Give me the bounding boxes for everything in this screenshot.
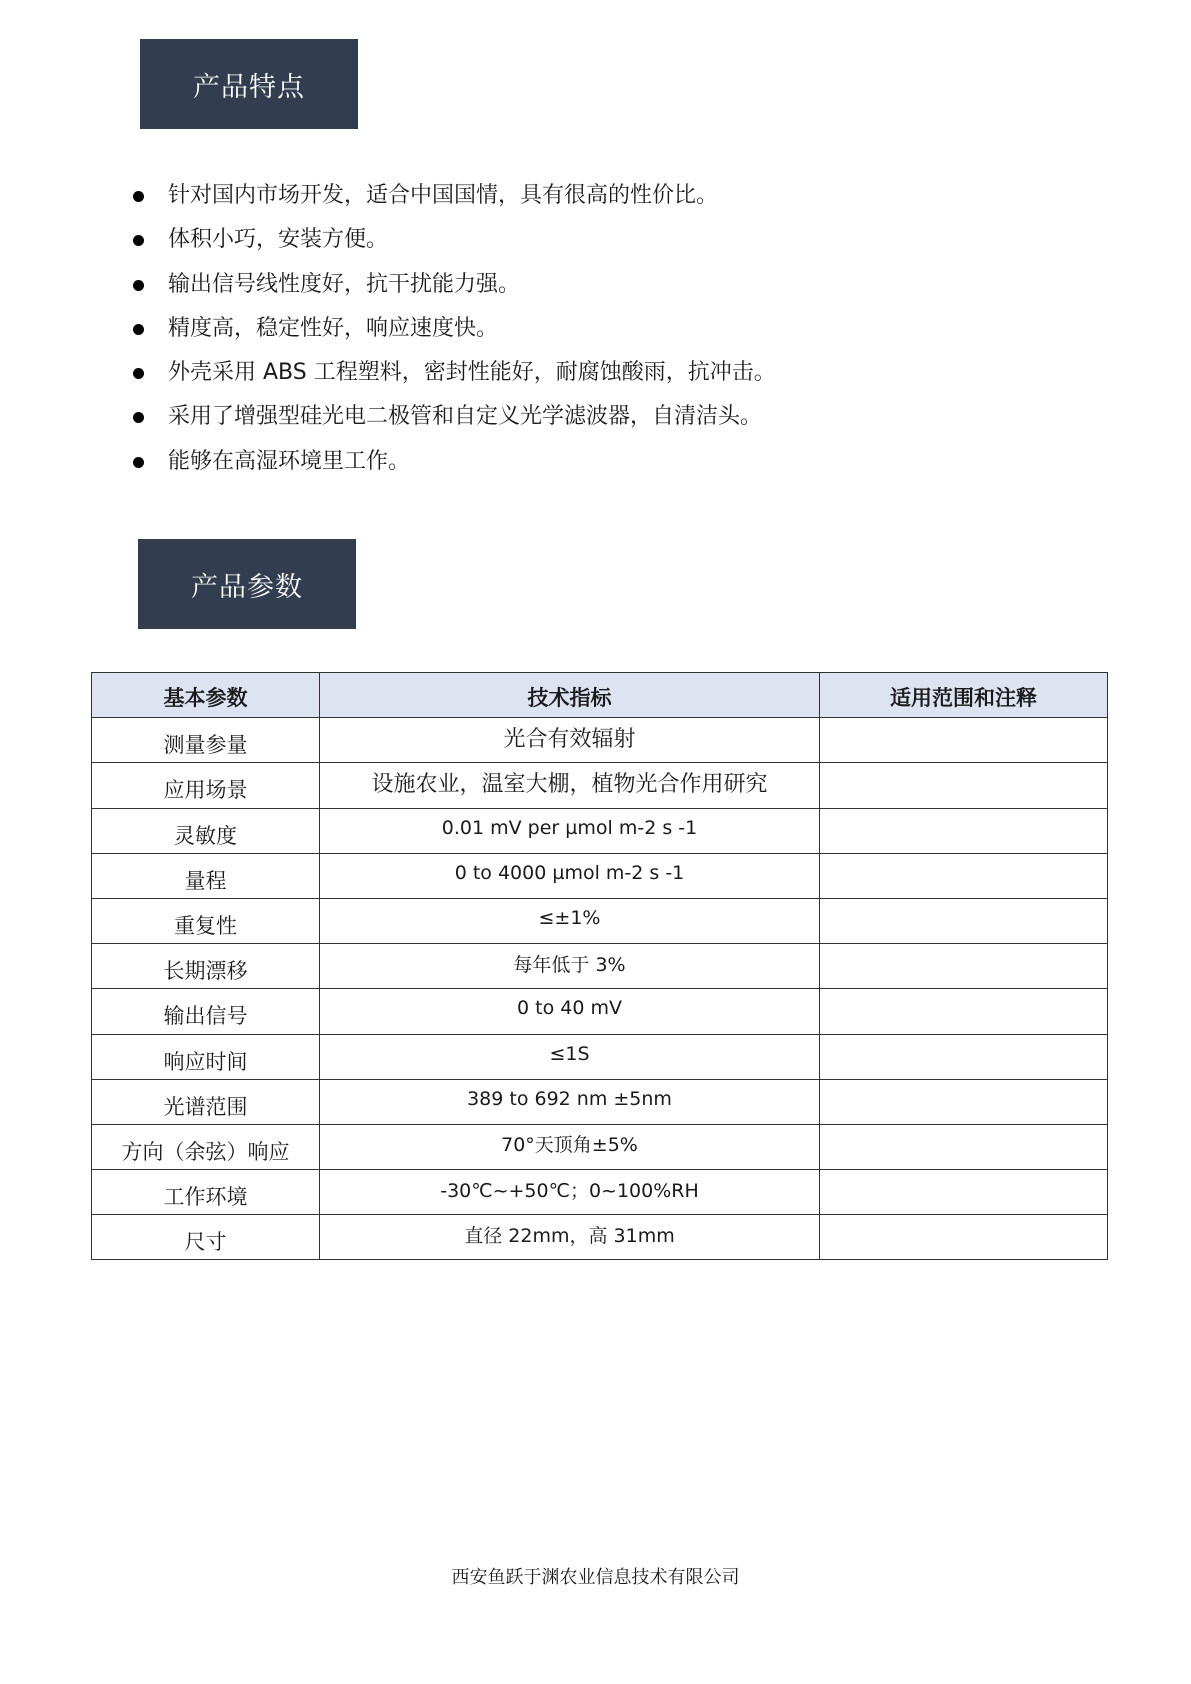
param-value: ≤1S xyxy=(320,1034,820,1079)
bullet-icon xyxy=(133,368,144,379)
param-name: 方向（余弦）响应 xyxy=(92,1124,320,1169)
feature-item xyxy=(130,395,776,439)
feature-item xyxy=(130,174,776,218)
table-row xyxy=(92,989,1108,1034)
param-name: 响应时间 xyxy=(92,1034,320,1079)
bullet-icon xyxy=(133,191,144,202)
header-scope-notes: 适用范围和注释 xyxy=(820,673,1108,718)
table-row xyxy=(92,898,1108,943)
param-value: 光合有效辐射 xyxy=(320,718,820,763)
table-row xyxy=(92,1170,1108,1215)
table-row xyxy=(92,808,1108,853)
param-note xyxy=(820,989,1108,1034)
table-row xyxy=(92,1079,1108,1124)
feature-text: 体积小巧，安装方便。 xyxy=(168,227,389,253)
param-note xyxy=(820,718,1108,763)
feature-text: 能够在高湿环境里工作。 xyxy=(168,448,411,474)
param-name: 尺寸 xyxy=(92,1215,320,1260)
param-name: 灵敏度 xyxy=(92,808,320,853)
param-note xyxy=(820,853,1108,898)
feature-item xyxy=(130,351,776,395)
param-note xyxy=(820,944,1108,989)
header-basic-param: 基本参数 xyxy=(92,673,320,718)
feature-item xyxy=(130,307,776,351)
param-value: 直径 22mm，高 31mm xyxy=(320,1215,820,1260)
feature-text: 针对国内市场开发，适合中国国情，具有很高的性价比。 xyxy=(168,183,719,208)
feature-item xyxy=(130,440,776,484)
params-section-title: 产品参数 xyxy=(138,539,356,629)
header-tech-spec: 技术指标 xyxy=(320,673,820,718)
param-note xyxy=(820,808,1108,853)
feature-item xyxy=(130,263,776,307)
bullet-icon xyxy=(133,324,144,335)
param-name: 工作环境 xyxy=(92,1170,320,1215)
table-row xyxy=(92,1124,1108,1169)
bullet-icon xyxy=(133,412,144,423)
feature-text: 输出信号线性度好，抗干扰能力强。 xyxy=(168,271,521,297)
param-name: 输出信号 xyxy=(92,989,320,1034)
param-value: -30℃~+50℃；0~100%RH xyxy=(320,1170,820,1215)
param-value: 70°天顶角±5% xyxy=(320,1124,820,1169)
table-row xyxy=(92,1215,1108,1260)
param-name: 长期漂移 xyxy=(92,944,320,989)
bullet-icon xyxy=(133,280,144,291)
param-note xyxy=(820,1215,1108,1260)
table-header-row xyxy=(92,673,1108,718)
bullet-icon xyxy=(133,235,144,246)
feature-text: 采用了增强型硅光电二极管和自定义光学滤波器，自清洁头。 xyxy=(168,404,763,430)
feature-list xyxy=(130,174,776,484)
param-value: 0 to 40 mV xyxy=(320,989,820,1034)
param-name: 应用场景 xyxy=(92,763,320,808)
param-value: 设施农业，温室大棚，植物光合作用研究 xyxy=(320,763,820,808)
param-value: 389 to 692 nm ±5nm xyxy=(320,1079,820,1124)
param-note xyxy=(820,1079,1108,1124)
param-note xyxy=(820,1034,1108,1079)
param-value: 每年低于 3% xyxy=(320,944,820,989)
param-name: 光谱范围 xyxy=(92,1079,320,1124)
footer-company-name: 西安鱼跃于渊农业信息技术有限公司 xyxy=(451,1567,740,1588)
table-row xyxy=(92,1034,1108,1079)
features-section-title: 产品特点 xyxy=(140,39,358,129)
param-name: 重复性 xyxy=(92,898,320,943)
param-name: 测量参量 xyxy=(92,718,320,763)
param-note xyxy=(820,763,1108,808)
table-row xyxy=(92,944,1108,989)
feature-text: 外壳采用 ABS 工程塑料，密封性能好，耐腐蚀酸雨，抗冲击。 xyxy=(168,360,776,386)
feature-text: 精度高，稳定性好，响应速度快。 xyxy=(168,315,499,341)
param-note xyxy=(820,1170,1108,1215)
param-note xyxy=(820,1124,1108,1169)
table-row xyxy=(92,853,1108,898)
param-value: 0.01 mV per µmol m-2 s -1 xyxy=(320,808,820,853)
param-value: 0 to 4000 µmol m-2 s -1 xyxy=(320,853,820,898)
param-value: ≤±1% xyxy=(320,898,820,943)
table-row xyxy=(92,718,1108,763)
param-note xyxy=(820,898,1108,943)
params-table xyxy=(91,672,1108,1260)
table-row xyxy=(92,763,1108,808)
param-name: 量程 xyxy=(92,853,320,898)
bullet-icon xyxy=(133,457,144,468)
feature-item xyxy=(130,218,776,262)
